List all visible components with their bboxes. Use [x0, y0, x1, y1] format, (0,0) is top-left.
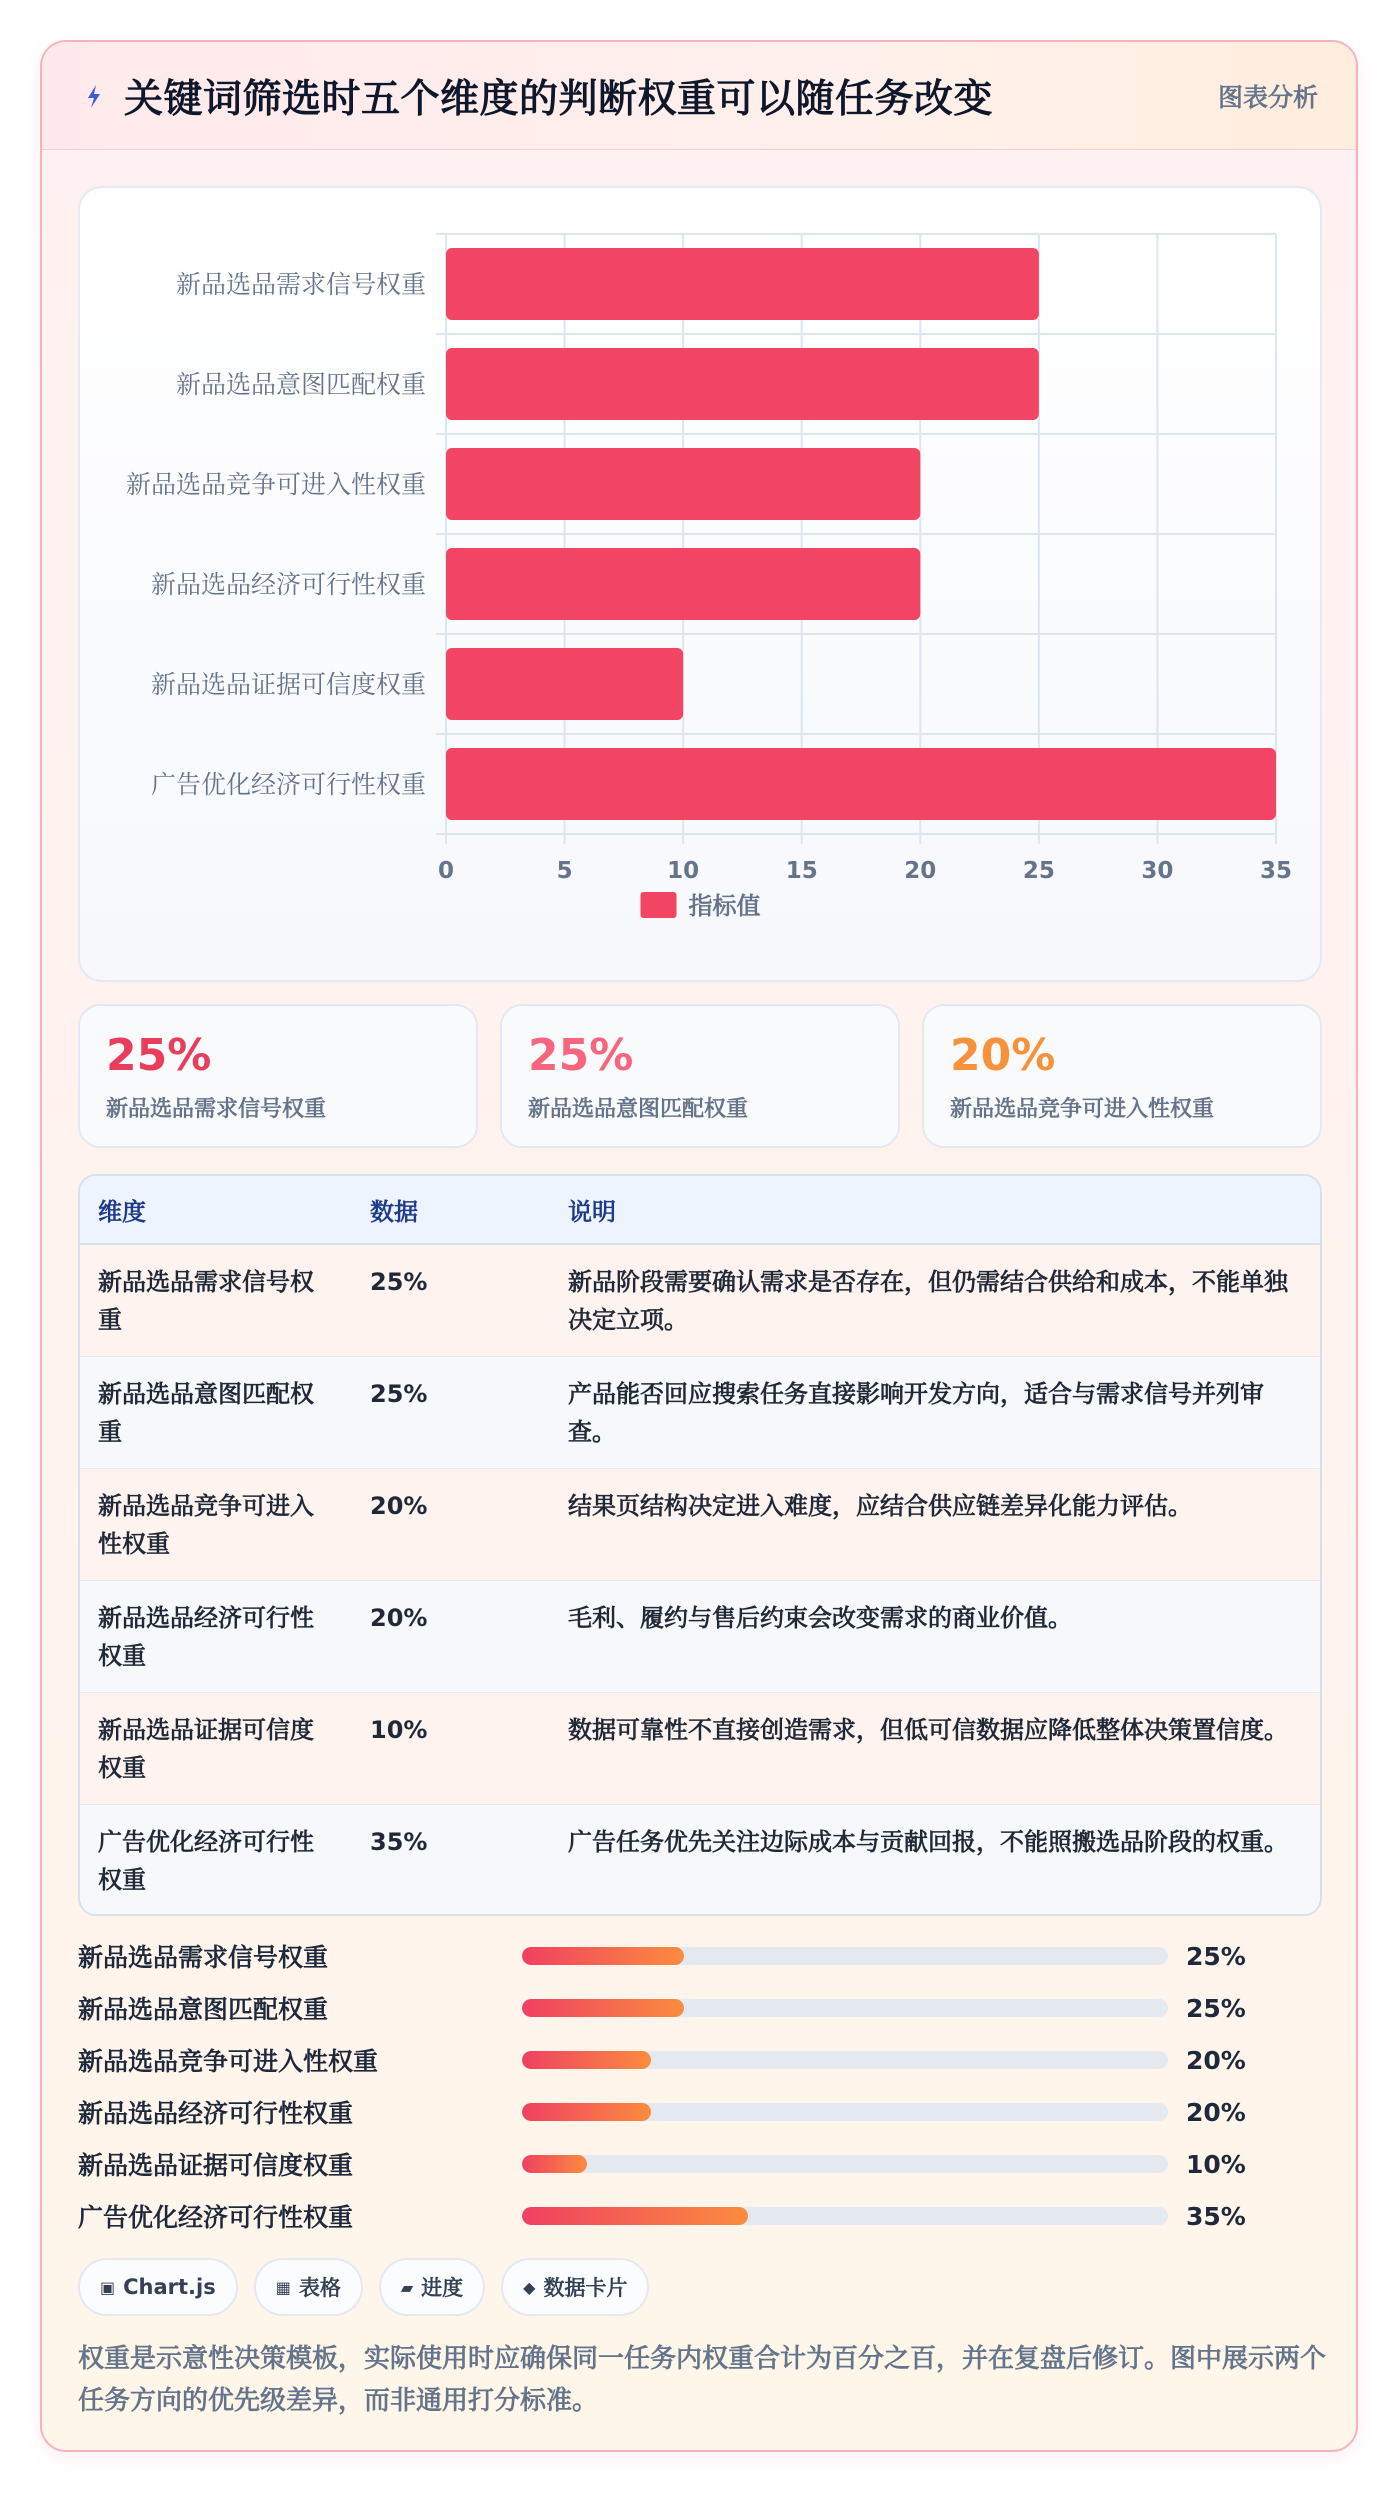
progress-row: [78, 2190, 1322, 2242]
stat-label: 新品选品意图匹配权重: [528, 1097, 749, 1122]
progress-track: [522, 2155, 1168, 2173]
weights-table: [78, 1174, 1322, 1916]
chip-progress[interactable]: [379, 2258, 485, 2316]
y-category-label: 新品选品需求信号权重: [175, 270, 426, 299]
cell-data: 10%: [352, 1692, 550, 1804]
bar: [446, 448, 920, 520]
bar: [446, 248, 1039, 320]
table-header-row: [80, 1176, 1320, 1244]
stat-label: 新品选品竞争可进入性权重: [950, 1097, 1215, 1122]
chip-label: 数据卡片: [543, 2276, 628, 2300]
stat-value: 25%: [106, 1030, 212, 1081]
progress-row: [78, 1982, 1322, 2034]
progress-value: 25%: [1186, 1941, 1246, 1971]
x-tick-label: 20: [904, 858, 937, 884]
chip-table[interactable]: [254, 2258, 363, 2316]
progress-value: 35%: [1186, 2201, 1246, 2231]
progress-fill: [522, 1999, 684, 2017]
progress-label: 新品选品经济可行性权重: [78, 2099, 354, 2128]
cell-dimension: 广告优化经济可行性权重: [80, 1804, 352, 1916]
cell-data: 25%: [352, 1244, 550, 1356]
bar-chart-panel: [78, 186, 1322, 982]
progress-fill: [522, 2207, 748, 2225]
cell-description: 产品能否回应搜索任务直接影响开发方向，适合与需求信号并列审查。: [550, 1356, 1320, 1468]
x-tick-label: 30: [1141, 858, 1174, 884]
chart-analysis-tag: 图表分析: [1217, 82, 1318, 112]
footnote: 权重是示意性决策模板，实际使用时应确保同一任务内权重合计为百分之百，并在复盘后修订。图中展示两个任务方向的优先级差异，而非通用打分标准。: [78, 2344, 1327, 2416]
progress-fill: [522, 2155, 587, 2173]
progress-row: [78, 2138, 1322, 2190]
chart-icon: ▣: [100, 2277, 116, 2297]
chip-label: Chart.js: [123, 2275, 216, 2299]
stat-value: 25%: [528, 1030, 634, 1081]
progress-track: [522, 1999, 1168, 2017]
stat-card-intent: [500, 1004, 900, 1148]
page-title: 关键词筛选时五个维度的判断权重可以随任务改变: [124, 76, 994, 122]
cell-dimension: 新品选品经济可行性权重: [80, 1580, 352, 1692]
cell-dimension: 新品选品证据可信度权重: [80, 1692, 352, 1804]
report-card: [40, 40, 1358, 2452]
legend-label: 指标值: [688, 892, 761, 920]
cell-data: 35%: [352, 1804, 550, 1916]
y-category-label: 新品选品证据可信度权重: [150, 670, 426, 699]
cell-description: 新品阶段需要确认需求是否存在，但仍需结合供给和成本，不能单独决定立项。: [550, 1244, 1320, 1356]
progress-row: [78, 2086, 1322, 2138]
table-row: [80, 1692, 1320, 1804]
column-header-data: 数据: [352, 1176, 550, 1244]
bar-chart: [80, 188, 1324, 984]
progress-track: [522, 1947, 1168, 1965]
stat-card-demand: [78, 1004, 478, 1148]
progress-track: [522, 2103, 1168, 2121]
chip-chartjs[interactable]: [78, 2258, 238, 2316]
table-row: [80, 1468, 1320, 1580]
x-tick-label: 15: [785, 858, 818, 884]
cell-dimension: 新品选品需求信号权重: [80, 1244, 352, 1356]
cell-description: 数据可靠性不直接创造需求，但低可信数据应降低整体决策置信度。: [550, 1692, 1320, 1804]
tag-chips: [78, 2258, 649, 2316]
y-category-label: 新品选品经济可行性权重: [150, 570, 426, 599]
progress-value: 20%: [1186, 2097, 1246, 2127]
column-header-dimension: 维度: [80, 1176, 352, 1244]
table-row: [80, 1580, 1320, 1692]
stat-cards: [78, 1004, 1322, 1148]
y-category-label: 广告优化经济可行性权重: [150, 770, 426, 799]
progress-track: [522, 2207, 1168, 2225]
chip-label: 进度: [421, 2276, 464, 2300]
progress-fill: [522, 2051, 651, 2069]
progress-value: 25%: [1186, 1993, 1246, 2023]
bar: [446, 748, 1276, 820]
cell-data: 25%: [352, 1356, 550, 1468]
cell-data: 20%: [352, 1468, 550, 1580]
x-tick-label: 25: [1022, 858, 1055, 884]
progress-fill: [522, 2103, 651, 2121]
progress-value: 20%: [1186, 2045, 1246, 2075]
progress-track: [522, 2051, 1168, 2069]
legend-swatch: [641, 892, 677, 918]
x-tick-label: 0: [437, 858, 455, 884]
column-header-description: 说明: [550, 1176, 1320, 1244]
progress-value: 10%: [1186, 2149, 1246, 2179]
y-category-label: 新品选品意图匹配权重: [175, 370, 426, 399]
progress-label: 新品选品意图匹配权重: [78, 1995, 329, 2024]
progress-label: 广告优化经济可行性权重: [78, 2203, 354, 2232]
progress-label: 新品选品竞争可进入性权重: [78, 2047, 379, 2076]
progress-fill: [522, 1947, 684, 1965]
cell-data: 20%: [352, 1580, 550, 1692]
cell-description: 毛利、履约与售后约束会改变需求的商业价值。: [550, 1580, 1320, 1692]
progress-label: 新品选品证据可信度权重: [78, 2151, 354, 2180]
chip-data-cards[interactable]: [501, 2258, 649, 2316]
progress-row: [78, 2034, 1322, 2086]
chip-label: 表格: [298, 2276, 341, 2300]
cell-dimension: 新品选品意图匹配权重: [80, 1356, 352, 1468]
table-row: [80, 1356, 1320, 1468]
progress-icon: ▰: [400, 2277, 414, 2297]
x-tick-label: 5: [556, 858, 573, 884]
stat-label: 新品选品需求信号权重: [106, 1097, 327, 1122]
table-row: [80, 1244, 1320, 1356]
progress-label: 新品选品需求信号权重: [78, 1943, 329, 1972]
diamond-icon: ◆: [523, 2277, 536, 2297]
cell-description: 结果页结构决定进入难度，应结合供应链差异化能力评估。: [550, 1468, 1320, 1580]
table-icon: ▦: [275, 2277, 291, 2297]
progress-row: [78, 1930, 1322, 1982]
stat-card-competition: [922, 1004, 1322, 1148]
lightning-icon: [82, 81, 106, 111]
table-row: [80, 1804, 1320, 1916]
card-header: [42, 42, 1356, 150]
progress-list: [78, 1930, 1322, 2242]
x-tick-label: 10: [667, 858, 700, 884]
y-category-label: 新品选品竞争可进入性权重: [125, 470, 426, 499]
bar: [446, 648, 683, 720]
cell-dimension: 新品选品竞争可进入性权重: [80, 1468, 352, 1580]
stat-value: 20%: [950, 1030, 1056, 1081]
bar: [446, 348, 1039, 420]
header-title-group: [82, 68, 993, 124]
x-tick-label: 35: [1259, 858, 1293, 884]
bar: [446, 548, 920, 620]
cell-description: 广告任务优先关注边际成本与贡献回报，不能照搬选品阶段的权重。: [550, 1804, 1320, 1916]
